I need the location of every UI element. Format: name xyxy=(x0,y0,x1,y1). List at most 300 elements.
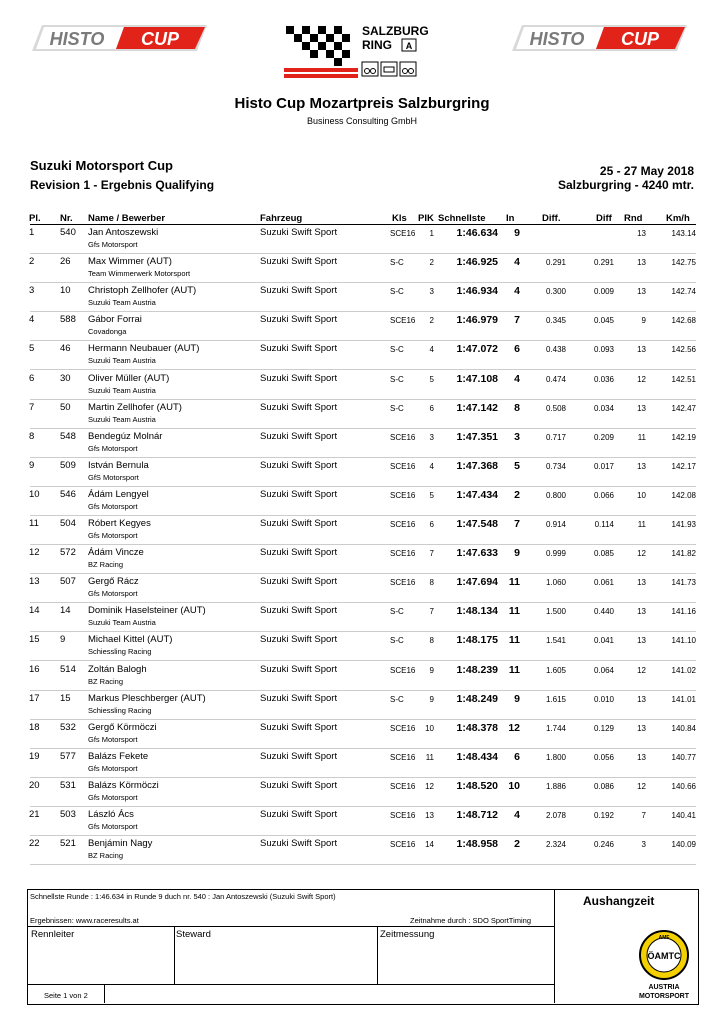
cell-vehicle: Suzuki Swift Sport xyxy=(260,809,338,820)
cell-vehicle: Suzuki Swift Sport xyxy=(260,227,338,238)
cell-team: Gfs Motorsport xyxy=(88,443,138,453)
cell-pl: 20 xyxy=(29,779,40,791)
cell-vehicle: Suzuki Swift Sport xyxy=(260,285,338,297)
cell-diff: 1.060 xyxy=(545,578,566,588)
cell-vehicle: Suzuki Swift Sport xyxy=(260,576,338,588)
cell-pl: 8 xyxy=(29,430,35,442)
cell-nr: 540 xyxy=(60,227,76,238)
cell-kls: SCE16 xyxy=(390,549,416,559)
cell-team: BZ Racing xyxy=(88,560,124,570)
table-row xyxy=(0,487,724,516)
cell-in: 7 xyxy=(514,518,520,530)
cell-pik: 10 xyxy=(425,723,434,733)
cell-in: 9 xyxy=(514,227,520,239)
results-url: Ergebnissen: www.raceresults.at xyxy=(30,916,139,925)
cell-kls: S-C xyxy=(390,258,404,268)
table-row xyxy=(0,720,724,749)
cell-team: Gfs Motorsport xyxy=(88,822,138,831)
cell-best: 1:47.072 xyxy=(456,343,498,356)
table-row xyxy=(0,836,724,865)
cell-in: 8 xyxy=(514,401,520,414)
cell-nr: 26 xyxy=(60,256,71,268)
cell-best: 1:47.434 xyxy=(456,488,498,501)
cell-diff: 0.345 xyxy=(545,316,566,326)
cell-team: Suzuki Team Austria xyxy=(88,414,156,424)
cell-name: Michael Kittel (AUT) xyxy=(88,634,173,646)
footer-divider-h1 xyxy=(27,926,555,927)
cell-team: Team Wimmerwerk Motorsport xyxy=(88,269,191,279)
cell-diff: 1.615 xyxy=(545,694,566,704)
cell-pik: 5 xyxy=(429,374,434,384)
table-row xyxy=(0,691,724,720)
cell-pl: 9 xyxy=(29,459,35,471)
col-vehicle: Fahrzeug xyxy=(260,213,303,224)
table-row xyxy=(0,283,724,312)
cell-diff2: 0.066 xyxy=(593,490,614,500)
cell-pl: 16 xyxy=(29,663,40,675)
cell-name: István Bernula xyxy=(88,459,149,471)
cell-pl: 3 xyxy=(29,285,35,297)
cell-team: BZ Racing xyxy=(88,851,124,861)
cell-team: Gfs Motorsport xyxy=(88,240,138,249)
cell-kmh: 141.16 xyxy=(671,607,696,617)
cell-diff: 1.800 xyxy=(545,752,566,762)
cell-pik: 2 xyxy=(429,316,434,326)
cell-nr: 521 xyxy=(60,838,76,850)
cell-name: Gergő Körmöczi xyxy=(88,721,157,733)
cell-rnd: 13 xyxy=(637,258,646,268)
cell-pl: 4 xyxy=(29,314,35,326)
cell-pl: 17 xyxy=(29,692,40,704)
cell-team: Gfs Motorsport xyxy=(88,734,138,744)
cell-kls: SCE16 xyxy=(390,520,416,529)
cell-vehicle: Suzuki Swift Sport xyxy=(260,547,338,559)
table-row xyxy=(0,341,724,370)
footer-divider-v1 xyxy=(554,889,555,929)
cell-kmh: 141.73 xyxy=(671,578,696,588)
cell-pik: 7 xyxy=(429,607,434,617)
cell-nr: 532 xyxy=(60,721,76,733)
col-name: Name / Bewerber xyxy=(88,213,166,224)
cell-vehicle: Suzuki Swift Sport xyxy=(260,488,338,500)
cell-diff2: 0.009 xyxy=(593,287,614,297)
cell-rnd: 12 xyxy=(637,665,646,675)
cell-vehicle: Suzuki Swift Sport xyxy=(260,750,338,762)
cell-vehicle: Suzuki Swift Sport xyxy=(260,459,338,471)
cell-rnd: 13 xyxy=(637,461,646,471)
cell-kls: S-C xyxy=(390,636,404,646)
cell-diff: 0.300 xyxy=(545,287,566,297)
cell-best: 1:47.351 xyxy=(456,430,498,443)
col-diff: Diff. xyxy=(542,213,561,224)
table-row xyxy=(0,574,724,603)
cell-nr: 46 xyxy=(60,343,71,355)
cell-pl: 10 xyxy=(29,488,40,500)
cell-diff: 0.734 xyxy=(545,461,566,471)
cell-pl: 22 xyxy=(29,838,40,850)
cell-diff2: 0.246 xyxy=(593,840,614,850)
footer-divider-v3 xyxy=(377,926,378,984)
cell-pik: 11 xyxy=(425,752,434,762)
cell-kls: SCE16 xyxy=(390,461,416,471)
cell-in: 3 xyxy=(514,430,520,443)
event-dates: 25 - 27 May 2018 xyxy=(599,164,694,178)
cell-name: Martin Zellhofer (AUT) xyxy=(88,401,182,413)
cell-pik: 1 xyxy=(429,229,434,238)
cell-rnd: 13 xyxy=(637,287,646,297)
cell-kls: SCE16 xyxy=(390,432,416,442)
cell-in: 2 xyxy=(514,488,520,501)
table-row xyxy=(0,312,724,341)
cell-vehicle: Suzuki Swift Sport xyxy=(260,779,338,791)
cell-pik: 6 xyxy=(429,520,434,529)
cell-best: 1:48.520 xyxy=(456,779,498,792)
cell-in: 12 xyxy=(508,721,520,734)
col-best: Schnellste xyxy=(438,213,486,224)
cell-kmh: 142.74 xyxy=(671,287,696,297)
cell-team: Schiessling Racing xyxy=(88,647,152,657)
cell-in: 10 xyxy=(508,779,520,792)
svg-text:CUP: CUP xyxy=(140,29,180,49)
svg-text:AMF: AMF xyxy=(658,935,670,941)
row-divider xyxy=(30,864,696,865)
fastest-lap-info: Schnellste Runde : 1:46.634 in Runde 9 duch nr. 540 : Jan Antoszewski (Suzuki Swift Sport) xyxy=(30,892,336,901)
cell-rnd: 13 xyxy=(637,723,646,733)
footer-divider-h2 xyxy=(27,984,555,985)
cell-name: Markus Pleschberger (AUT) xyxy=(88,692,206,704)
cell-diff2: 0.061 xyxy=(593,578,614,588)
cell-kmh: 142.75 xyxy=(671,258,696,268)
cell-name: Balázs Fekete xyxy=(88,750,149,762)
cell-diff: 0.508 xyxy=(545,403,566,413)
cell-diff2: 0.017 xyxy=(593,461,614,471)
table-row xyxy=(0,662,724,691)
cell-best: 1:47.548 xyxy=(456,518,498,530)
cell-diff2: 0.192 xyxy=(593,811,614,820)
cell-kmh: 143.14 xyxy=(671,229,696,238)
cell-kmh: 140.09 xyxy=(671,840,696,850)
cell-best: 1:47.142 xyxy=(456,401,498,414)
cell-rnd: 7 xyxy=(641,811,646,820)
cell-kls: SCE16 xyxy=(390,752,416,762)
cell-team: Covadonga xyxy=(88,327,127,337)
cell-rnd: 13 xyxy=(637,229,646,238)
cell-nr: 30 xyxy=(60,372,71,384)
cell-name: Zoltán Balogh xyxy=(88,663,147,675)
cell-kmh: 142.68 xyxy=(671,316,696,326)
cell-best: 1:48.134 xyxy=(456,605,498,618)
cell-pik: 5 xyxy=(429,490,434,500)
cell-vehicle: Suzuki Swift Sport xyxy=(260,430,338,442)
cell-rnd: 12 xyxy=(637,549,646,559)
cell-pik: 9 xyxy=(429,694,434,704)
cell-pl: 1 xyxy=(29,227,35,238)
track-logo-line1: SALZBURG xyxy=(362,24,429,38)
cell-pik: 2 xyxy=(429,258,434,268)
cell-vehicle: Suzuki Swift Sport xyxy=(260,314,338,326)
histo-cup-logo-right xyxy=(512,25,687,51)
track-logo-line2: RING xyxy=(362,38,392,52)
cell-vehicle: Suzuki Swift Sport xyxy=(260,634,338,646)
cell-team: Gfs Motorsport xyxy=(88,763,138,773)
cell-kmh: 142.17 xyxy=(671,461,696,471)
cell-kls: S-C xyxy=(390,403,404,413)
cell-kls: S-C xyxy=(390,345,404,355)
cell-pl: 18 xyxy=(29,721,40,733)
cell-team: Gfs Motorsport xyxy=(88,792,138,802)
cell-kmh: 141.01 xyxy=(671,694,696,704)
cell-kmh: 142.08 xyxy=(671,490,696,500)
cell-in: 4 xyxy=(514,285,520,298)
cell-diff: 1.541 xyxy=(545,636,566,646)
cell-name: Gergő Rácz xyxy=(88,576,139,588)
col-rnd: Rnd xyxy=(624,213,643,224)
cell-name: Max Wimmer (AUT) xyxy=(88,256,172,268)
cell-pl: 11 xyxy=(29,518,39,529)
cell-best: 1:48.239 xyxy=(456,663,498,676)
cell-kls: SCE16 xyxy=(390,723,416,733)
cell-rnd: 11 xyxy=(637,432,646,442)
cell-nr: 577 xyxy=(60,750,76,762)
cell-vehicle: Suzuki Swift Sport xyxy=(260,692,338,704)
cell-rnd: 13 xyxy=(637,636,646,646)
cell-team: GfS Motorsport xyxy=(88,472,139,482)
cell-diff2: 0.114 xyxy=(594,520,614,529)
cell-rnd: 10 xyxy=(637,490,646,500)
cell-diff: 0.914 xyxy=(545,520,566,529)
cell-vehicle: Suzuki Swift Sport xyxy=(260,343,338,355)
cell-pik: 12 xyxy=(425,781,434,791)
table-row xyxy=(0,778,724,807)
svg-text:AUSTRIA: AUSTRIA xyxy=(648,984,680,991)
svg-text:ÖAMTC: ÖAMTC xyxy=(647,951,681,961)
cell-diff2: 0.056 xyxy=(593,752,614,762)
cell-rnd: 13 xyxy=(637,694,646,704)
cell-in: 11 xyxy=(508,605,520,618)
cell-diff: 0.800 xyxy=(545,490,566,500)
cell-pl: 15 xyxy=(29,634,40,646)
aushang-label: Aushangzeit xyxy=(583,894,655,908)
cell-in: 5 xyxy=(514,459,520,472)
cell-best: 1:47.108 xyxy=(456,372,498,385)
cell-vehicle: Suzuki Swift Sport xyxy=(260,372,338,384)
cell-kmh: 142.51 xyxy=(671,374,696,384)
cell-nr: 572 xyxy=(60,547,76,559)
table-row xyxy=(0,807,724,836)
cell-best: 1:48.958 xyxy=(456,838,498,851)
table-row xyxy=(0,254,724,283)
table-row xyxy=(0,632,724,661)
cell-vehicle: Suzuki Swift Sport xyxy=(260,721,338,733)
cell-diff2: 0.291 xyxy=(593,258,614,268)
col-kmh: Km/h xyxy=(666,213,690,224)
page-number: Seite 1 von 2 xyxy=(44,991,88,1000)
footer-divider-v2 xyxy=(174,926,175,984)
cell-nr: 9 xyxy=(60,634,66,646)
cell-kmh: 141.82 xyxy=(671,549,696,559)
cell-kmh: 140.84 xyxy=(671,723,696,733)
cell-team: Gfs Motorsport xyxy=(88,501,138,511)
cell-vehicle: Suzuki Swift Sport xyxy=(260,838,338,850)
cell-in: 6 xyxy=(514,750,520,763)
cell-diff2: 0.209 xyxy=(593,432,614,442)
oamtc-logo xyxy=(634,928,694,1002)
svg-text:HISTO: HISTO xyxy=(529,29,585,49)
cell-pik: 14 xyxy=(425,840,434,850)
cell-kls: SCE16 xyxy=(390,811,416,820)
cell-diff: 0.717 xyxy=(545,432,566,442)
salzburgring-logo xyxy=(282,22,429,80)
cell-rnd: 13 xyxy=(637,345,646,355)
cell-nr: 14 xyxy=(60,605,71,617)
cell-diff2: 0.045 xyxy=(593,316,614,326)
cell-diff: 0.474 xyxy=(545,374,566,384)
cell-name: Balázs Körmöczi xyxy=(88,779,159,791)
table-row xyxy=(0,545,724,574)
cell-best: 1:46.634 xyxy=(456,227,498,239)
cell-in: 9 xyxy=(514,692,520,705)
cell-kls: S-C xyxy=(390,374,404,384)
cell-kmh: 141.93 xyxy=(671,520,696,529)
cell-pik: 9 xyxy=(429,665,434,675)
cell-kls: S-C xyxy=(390,694,404,704)
cell-kls: SCE16 xyxy=(390,490,416,500)
steward-label: Steward xyxy=(176,929,211,940)
cell-pik: 3 xyxy=(429,287,434,297)
cell-diff2: 0.036 xyxy=(593,374,614,384)
cell-name: Benjámin Nagy xyxy=(88,838,153,850)
rennleiter-label: Rennleiter xyxy=(31,929,75,940)
cell-kmh: 142.56 xyxy=(671,345,696,355)
cell-in: 4 xyxy=(514,809,520,821)
cell-diff2: 0.440 xyxy=(593,607,614,617)
cell-pl: 7 xyxy=(29,401,35,413)
cell-name: Oliver Müller (AUT) xyxy=(88,372,170,384)
cell-kls: S-C xyxy=(390,287,404,297)
cell-best: 1:46.925 xyxy=(456,256,498,269)
cell-nr: 503 xyxy=(60,809,76,820)
cell-diff: 0.291 xyxy=(545,258,566,268)
cell-in: 7 xyxy=(514,314,520,327)
track-info: Salzburgring - 4240 mtr. xyxy=(557,178,694,192)
cell-kmh: 142.47 xyxy=(671,403,696,413)
cell-pik: 13 xyxy=(425,811,434,820)
timing-provider: Zeitnahme durch : SDO SportTiming xyxy=(410,916,532,925)
cell-pik: 3 xyxy=(429,432,434,442)
cell-in: 9 xyxy=(514,547,520,560)
cell-diff: 0.438 xyxy=(545,345,566,355)
table-row xyxy=(0,516,724,545)
cell-pik: 6 xyxy=(429,403,434,413)
cell-rnd: 13 xyxy=(637,607,646,617)
cell-name: Jan Antoszewski xyxy=(88,227,159,238)
cell-diff: 1.605 xyxy=(545,665,566,675)
cell-best: 1:47.694 xyxy=(456,576,498,589)
cell-pik: 4 xyxy=(429,461,434,471)
footer-divider-v4 xyxy=(554,926,555,1003)
cell-pl: 5 xyxy=(29,343,35,355)
cell-nr: 50 xyxy=(60,401,71,413)
cell-pl: 13 xyxy=(29,576,40,588)
cell-pl: 21 xyxy=(29,809,40,820)
revision-label: Revision 1 - Ergebnis Qualifying xyxy=(30,178,215,192)
cell-rnd: 13 xyxy=(637,578,646,588)
svg-text:HISTO: HISTO xyxy=(49,29,105,49)
table-row xyxy=(0,225,724,254)
cell-diff2: 0.086 xyxy=(593,781,614,791)
cell-team: Schiessling Racing xyxy=(88,705,152,715)
cell-rnd: 12 xyxy=(637,781,646,791)
cell-rnd: 12 xyxy=(637,374,646,384)
cell-nr: 546 xyxy=(60,488,76,500)
cell-team: Suzuki Team Austria xyxy=(88,356,156,366)
cell-pl: 12 xyxy=(29,547,40,559)
cell-in: 4 xyxy=(514,372,520,385)
cell-nr: 15 xyxy=(60,692,71,704)
cell-diff: 2.324 xyxy=(545,840,566,850)
col-pl: Pl. xyxy=(29,213,41,224)
event-subtitle: Business Consulting GmbH xyxy=(306,116,418,126)
cell-nr: 548 xyxy=(60,430,76,442)
cell-pl: 19 xyxy=(29,750,40,762)
cell-rnd: 9 xyxy=(641,316,646,326)
zeitmessung-label: Zeitmessung xyxy=(380,929,435,940)
cell-in: 2 xyxy=(514,838,520,851)
cell-vehicle: Suzuki Swift Sport xyxy=(260,401,338,413)
col-kls: Kls xyxy=(392,213,407,224)
cell-vehicle: Suzuki Swift Sport xyxy=(260,663,338,675)
cell-vehicle: Suzuki Swift Sport xyxy=(260,256,338,268)
cell-diff2: 0.085 xyxy=(593,549,614,559)
svg-text:MOTORSPORT: MOTORSPORT xyxy=(638,993,690,1000)
cell-diff2: 0.034 xyxy=(593,403,614,413)
cell-in: 11 xyxy=(508,663,520,676)
cell-kmh: 142.19 xyxy=(671,432,696,442)
footer-divider-v5 xyxy=(104,984,105,1003)
svg-text:A: A xyxy=(405,41,413,51)
cell-best: 1:46.934 xyxy=(456,285,498,298)
table-row xyxy=(0,749,724,778)
cell-kls: SCE16 xyxy=(390,316,416,326)
cell-team: Gfs Motorsport xyxy=(88,531,138,540)
cell-team: Gfs Motorsport xyxy=(88,589,138,599)
cell-nr: 531 xyxy=(60,779,76,791)
cell-best: 1:47.633 xyxy=(456,547,498,560)
cell-best: 1:47.368 xyxy=(456,459,498,472)
cell-best: 1:46.979 xyxy=(456,314,498,327)
cell-kls: SCE16 xyxy=(390,781,416,791)
cell-kmh: 140.77 xyxy=(671,752,696,762)
event-title: Histo Cup Mozartpreis Salzburgring xyxy=(234,95,490,112)
col-pik: PIK xyxy=(418,213,434,224)
table-row xyxy=(0,371,724,400)
cell-diff: 0.999 xyxy=(545,549,566,559)
cell-nr: 588 xyxy=(60,314,76,326)
cell-diff: 1.744 xyxy=(545,723,566,733)
cell-kls: SCE16 xyxy=(390,578,416,588)
col-in: In xyxy=(506,213,515,224)
cell-diff2: 0.129 xyxy=(593,723,614,733)
cell-nr: 514 xyxy=(60,663,76,675)
cell-vehicle: Suzuki Swift Sport xyxy=(260,518,338,529)
table-row xyxy=(0,603,724,632)
cell-nr: 10 xyxy=(60,285,71,297)
cell-in: 11 xyxy=(508,634,520,647)
cell-rnd: 13 xyxy=(637,752,646,762)
cell-nr: 504 xyxy=(60,518,76,529)
cell-kls: SCE16 xyxy=(390,229,416,238)
cup-name: Suzuki Motorsport Cup xyxy=(30,158,173,173)
